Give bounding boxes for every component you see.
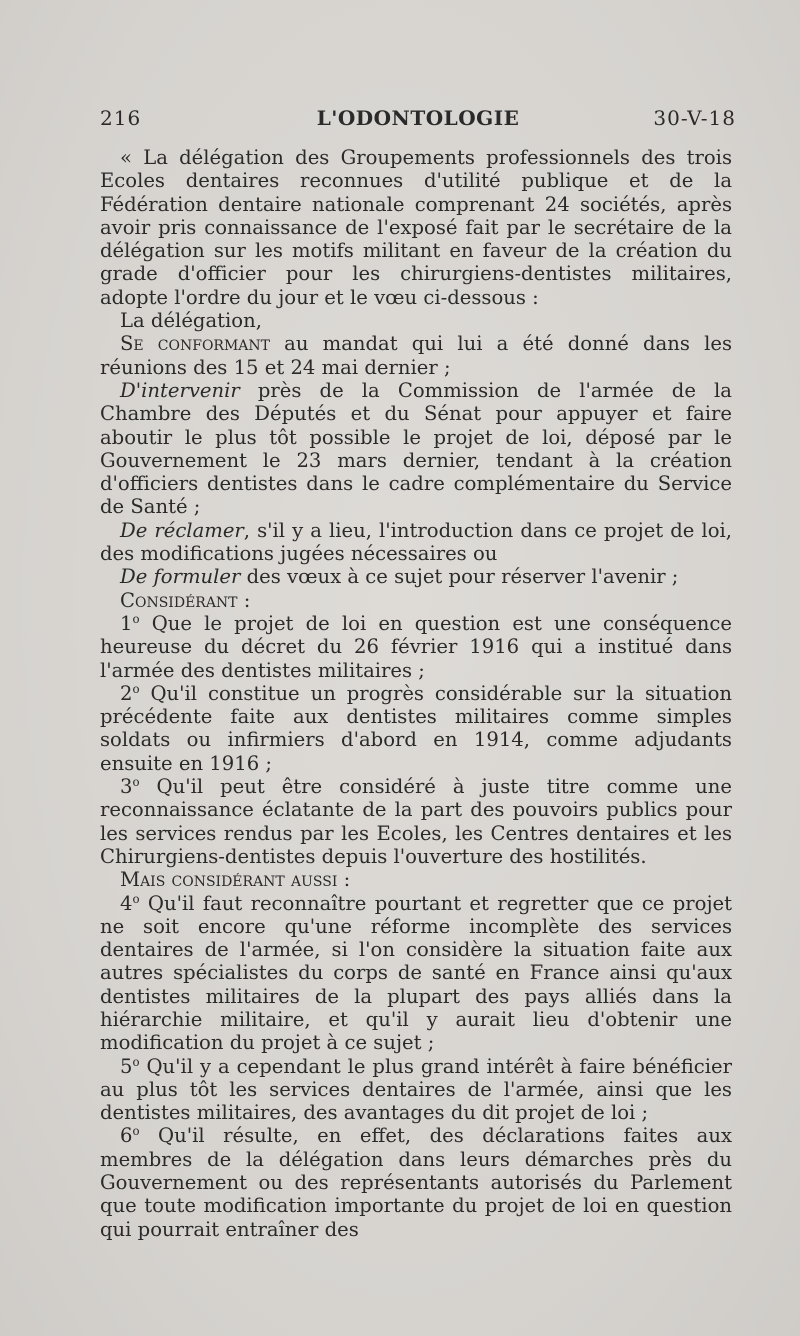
paragraph-delegation [100, 309, 732, 332]
paragraph-text: La délégation, [120, 309, 262, 333]
paragraph-point-6 [100, 1124, 732, 1240]
paragraph-text: Qu'il faut reconnaître pourtant et regretter que ce projet ne soit encore qu'une réforme incomplète des services dentaires de l'armée, si l'on considère la situation faite aux autres spécialistes du corps de santé en France ainsi qu'aux dentistes militaires de la plupart des pays alliés dans la hiérarchie militaire, et qu'il y aurait lieu d'obtenir une modification du projet à ce sujet ; [100, 891, 732, 1055]
paragraph-lead: Mais considérant aussi [120, 868, 338, 892]
paragraph-text: Qu'il constitue un progrès considérable sur la situation précédente faite aux dentistes militaires comme simples soldats ou infirmiers d'abord en 1914, comme adjudants ensuite en 1916 ; [100, 681, 732, 775]
ordinal-mark: o [132, 611, 140, 626]
paragraph-considerant [100, 589, 732, 612]
paragraph-text: des vœux à ce sujet pour réserver l'avenir ; [240, 565, 679, 589]
paragraph-intro [100, 146, 732, 309]
paragraph-intervenir [100, 379, 732, 519]
paragraph-lead: D'intervenir [120, 378, 240, 402]
paragraph-text: : [337, 868, 351, 892]
ordinal-mark: o [132, 1054, 140, 1069]
paragraph-point-5 [100, 1055, 732, 1125]
point-number: 4 [120, 891, 133, 915]
paragraph-text: « La délégation des Groupements professionnels des trois Ecoles dentaires reconnues d'utilité publique et de la Fédération dentaire nationale comprenant 24 sociétés, après avoir pris connaissance de l'exposé fait par le secrétaire de la délégation sur les motifs militant en faveur de la création du grade d'officier pour les chirurgiens-dentistes militaires, adopte l'ordre du jour et le vœu ci-dessous : [100, 146, 732, 309]
paragraph-formuler [100, 565, 732, 588]
paragraph-text: , s'il y a lieu, l'introduction dans ce projet de loi, des modifications jugées nécessaires ou [100, 518, 732, 566]
paragraph-mais-considerant [100, 868, 732, 891]
paragraph-lead: De formuler [120, 565, 241, 589]
paragraph-text: Qu'il y a cependant le plus grand intérêt à faire bénéficier au plus tôt les services dentaires de l'armée, ainsi que les dentistes militaires, des avantages du dit projet de loi ; [100, 1054, 732, 1125]
point-number: 5 [120, 1054, 133, 1078]
paragraph-text: au mandat qui lui a été donné dans les réunions des 15 et 24 mai dernier ; [100, 332, 733, 379]
paragraph-lead: Considérant [120, 588, 238, 612]
page-number: 216 [100, 106, 142, 130]
paragraph-text: : [237, 588, 251, 612]
paragraph-point-4 [100, 892, 732, 1055]
paragraph-text: Qu'il peut être considéré à juste titre comme une reconnaissance éclatante de la part des pouvoirs publics pour les services rendus par les Ecoles, les Centres dentaires et les Chirurgiens-dentistes depuis l'ouverture des hostilités. [100, 775, 732, 868]
point-number: 2 [120, 681, 133, 705]
ordinal-mark: o [132, 891, 140, 906]
issue-date: 30-V-18 [653, 106, 736, 130]
paragraph-se-conformant [100, 332, 732, 379]
article-body [100, 146, 732, 1241]
paragraph-text: près de la Commission de l'armée de la Chambre des Députés et du Sénat pour appuyer et faire aboutir le plus tôt possible le projet de loi, déposé par le Gouvernement le 23 mars dernier, tendant à la création d'officiers dentistes dans le cadre complémentaire du Service de Santé ; [100, 378, 732, 519]
paragraph-point-2 [100, 682, 732, 775]
paragraph-reclamer [100, 519, 732, 566]
paragraph-lead: De réclamer [120, 518, 244, 542]
ordinal-mark: o [132, 774, 140, 789]
paragraph-text: Qu'il résulte, en effet, des déclarations faites aux membres de la délégation dans leurs démarches près du Gouvernement ou des représentants autorisés du Parlement que toute modification importante du projet de loi en question qui pourrait entraîner des [100, 1124, 732, 1241]
paragraph-point-1 [100, 612, 732, 682]
ordinal-mark: o [132, 1124, 140, 1139]
journal-title: L'ODONTOLOGIE [316, 106, 520, 130]
paragraph-text: Que le projet de loi en question est une conséquence heureuse du décret du 26 février 1916 qui a institué dans l'armée des dentistes militaires ; [100, 611, 732, 682]
point-number: 1 [120, 611, 133, 635]
point-number: 3 [120, 775, 133, 799]
running-header [100, 106, 736, 134]
ordinal-mark: o [132, 681, 140, 696]
point-number: 6 [120, 1124, 133, 1148]
paragraph-lead: Se conformant [120, 332, 271, 356]
paragraph-point-3 [100, 775, 732, 868]
